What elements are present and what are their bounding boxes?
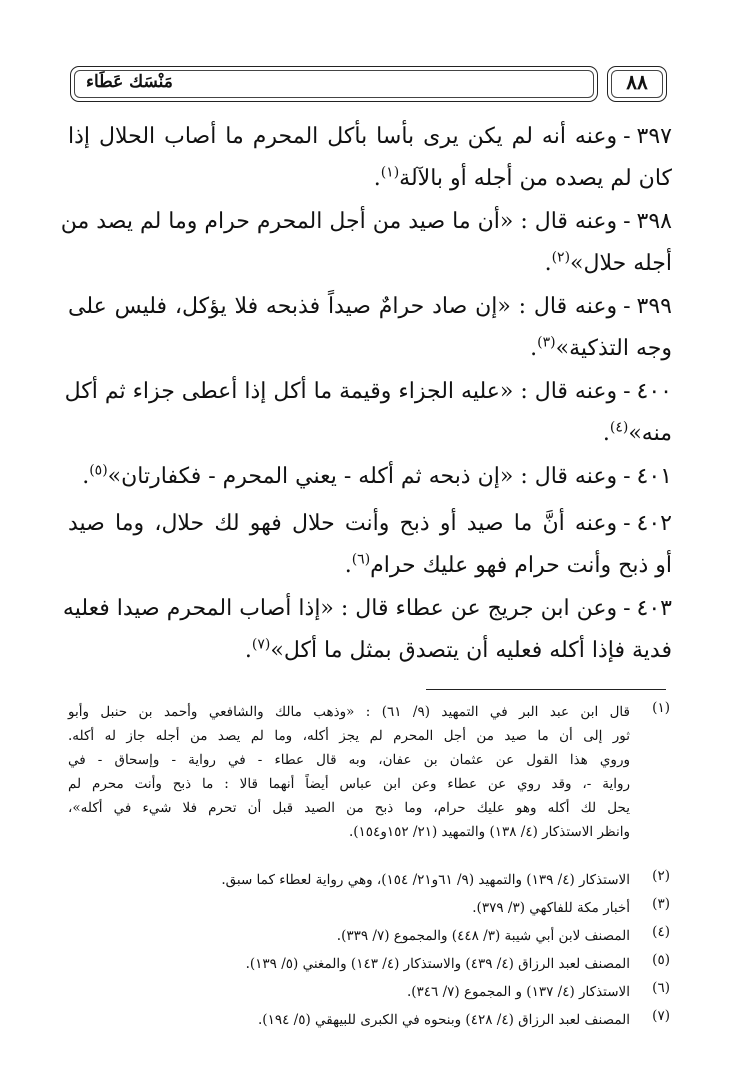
footnote-ref: (٧) <box>251 636 271 653</box>
footnote-number: (٣) <box>652 896 670 912</box>
entry-400 <box>64 371 672 455</box>
footnote-number: (٤) <box>652 924 670 940</box>
entry-line: ٣٩٨-وعنه قال : «أن ما صيد من أجل المحرم حرام وما لم يصد من <box>68 201 672 243</box>
footnote-1 <box>68 700 670 844</box>
footnote-3 <box>68 896 670 920</box>
entry-line: ٤٠٠-وعنه قال : «عليه الجزاء وقيمة ما أكل إذا أعطى جزاء ثم أكل <box>68 371 672 413</box>
entry-text: وعنه قال : «أن ما صيد من أجل المحرم حرام وما لم يصد من <box>60 209 618 234</box>
footnote-number: (١) <box>652 700 670 716</box>
entry-line: وجه التذكية»$^{(٣)}$. <box>530 334 672 361</box>
entry-399 <box>68 286 672 370</box>
entry-line: ٤٠٢-وعنه أنَّ ما صيد أو ذبح وأنت حلال فهو لك حلال، وما صيد <box>68 503 672 545</box>
entry-line: ٤٠٣-وعن ابن جريج عن عطاء قال : «إذا أصاب المحرم صيدا فعليه <box>68 588 672 630</box>
footnote-text: أخبار مكة للفاكهي (٣/ ٣٧٩). <box>472 900 630 916</box>
entry-text: وعنه قال : «إن ذبحه ثم أكله - يعني المحرم - فكفارتان» <box>107 464 618 489</box>
footnote-number: (٦) <box>652 980 670 996</box>
footnote-ref: (٤) <box>609 419 629 436</box>
footnote-4 <box>68 924 670 948</box>
entry-line: أجله حلال»$^{(٢)}$. <box>544 249 672 276</box>
footnote-ref: (١) <box>380 164 400 181</box>
entry-text: أجله حلال» <box>570 251 672 276</box>
running-header-title: مَنْسَك عَطَاء <box>86 72 173 92</box>
entry-text: وعنه أنه لم يكن يرى بأسا بأكل المحرم ما أصاب الحلال إذا <box>68 124 618 149</box>
entry-text: فدية فإذا أكله فعليه أن يتصدق بمثل ما أكل» <box>270 638 672 663</box>
footnote-ref: (٦) <box>351 551 371 568</box>
entry-line: أو ذبح وأنت حرام فهو عليك حرام$^{(٦)}$. <box>344 551 672 578</box>
footnote-number: (٧) <box>652 1008 670 1024</box>
entry-text: وعن ابن جريج عن عطاء قال : «إذا أصاب المحرم صيدا فعليه <box>62 596 618 621</box>
entry-text: وعنه قال : «عليه الجزاء وقيمة ما أكل إذا أعطى جزاء ثم أكل <box>64 379 618 404</box>
footnote-text: الاستذكار (٤/ ١٣٩) والتمهيد (٩/ ٦١و٢١/ ١٥٤)، وهي رواية لعطاء كما سبق. <box>221 872 630 888</box>
footnote-7 <box>68 1008 670 1032</box>
entry-number: ٣٩٩ <box>636 294 672 319</box>
entry-line: ٣٩٩-وعنه قال : «إن صاد حرامٌ صيداً فذبحه فلا يؤكل، فليس على <box>68 286 672 328</box>
entry-text: وعنه قال : «إن صاد حرامٌ صيداً فذبحه فلا يؤكل، فليس على <box>68 294 618 319</box>
entry-line: منه»$^{(٤)}$. <box>602 419 672 446</box>
entry-397 <box>68 116 672 200</box>
entry-number: ٣٩٨ <box>636 209 672 234</box>
footnote-2 <box>68 868 670 892</box>
footnote-divider <box>426 689 666 690</box>
entry-398 <box>60 201 672 285</box>
footnote-ref: (٥) <box>89 462 108 479</box>
page-number: ٨٨ <box>626 70 648 94</box>
footnote-ref: (٢) <box>551 249 571 266</box>
footnote-text: قال ابن عبد البر في التمهيد (٩/ ٦١) : «وذهب مالك والشافعي وأحمد بن حنبل وأبو ثور إلى أن ما صيد من أجل المحرم لم يجز أكله، وما لم يصد من أجله جاز له أكله. وروي هذا القول عن عثمان بن عفان، وبه قال عطاء - في رواية - وإسحاق - في رواية -، وقد روي عن عطاء وعن ابن عباس أيضاً أنهما قالا : ما ذبح وأنت محرم لم يحل لك أكله وهو عليك حرام، وما ذبح من الصيد قبل أن تحرم فلا شيء في أكله»، وانظر الاستذكار (٤/ ١٣٨) والتمهيد (٢١/ ١٥٢و١٥٤). <box>68 704 630 840</box>
entry-number: ٤٠٢ <box>636 511 672 536</box>
footnote-ref: (٣) <box>537 334 556 351</box>
footnote-text: المصنف لعبد الرزاق (٤/ ٤٣٩) والاستذكار (٤/ ١٤٣) والمغني (٥/ ١٣٩). <box>245 956 630 972</box>
footnote-number: (٥) <box>652 952 670 968</box>
entry-text: وجه التذكية» <box>555 336 672 361</box>
entry-text: كان لم يصده من أجله أو بالآلة <box>399 166 672 191</box>
entry-number: ٤٠٠ <box>636 379 672 404</box>
footnote-6 <box>68 980 670 1004</box>
entry-402 <box>68 503 672 587</box>
footnote-5 <box>68 952 670 976</box>
entry-403 <box>62 588 672 672</box>
footnote-text: المصنف لعبد الرزاق (٤/ ٤٢٨) وبنحوه في الكبرى للبيهقي (٥/ ١٩٤). <box>258 1012 630 1028</box>
entry-number: ٣٩٧ <box>636 124 672 149</box>
footnote-text: المصنف لابن أبي شيبة (٣/ ٤٤٨) والمجموع (٧/ ٣٣٩). <box>336 928 630 944</box>
entry-number: ٤٠٣ <box>636 596 672 621</box>
entry-text: وعنه أنَّ ما صيد أو ذبح وأنت حلال فهو لك حلال، وما صيد <box>68 511 618 536</box>
entry-line: كان لم يصده من أجله أو بالآلة$^{(١)}$. <box>373 164 672 191</box>
entry-number: ٤٠١ <box>636 464 672 489</box>
footnote-number: (٢) <box>652 868 670 884</box>
entry-line: فدية فإذا أكله فعليه أن يتصدق بمثل ما أكل»$^{(٧)}$. <box>244 636 672 663</box>
entry-text: أو ذبح وأنت حرام فهو عليك حرام <box>370 553 672 578</box>
entry-line: ٤٠١-وعنه قال : «إن ذبحه ثم أكله - يعني المحرم - فكفارتان»$^{(٥)}$. <box>68 456 672 498</box>
entry-text: منه» <box>628 421 672 446</box>
entry-401 <box>68 456 672 498</box>
entry-line: ٣٩٧-وعنه أنه لم يكن يرى بأسا بأكل المحرم ما أصاب الحلال إذا <box>68 116 672 158</box>
footnote-text: الاستذكار (٤/ ١٣٧) و المجموع (٧/ ٣٤٦). <box>406 984 630 1000</box>
